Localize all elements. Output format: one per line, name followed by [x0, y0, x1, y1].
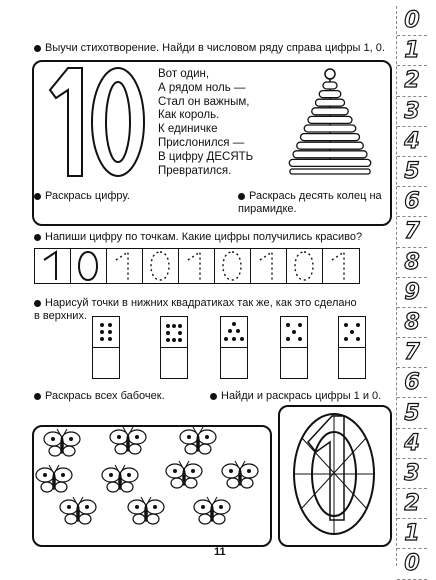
- strip-digit[interactable]: 1: [397, 519, 427, 549]
- domino-dot: [236, 329, 240, 333]
- tracing-digit-1: [116, 252, 128, 280]
- poem-line: А рядом ноль —: [158, 81, 246, 94]
- pyramid-ring: [289, 159, 371, 166]
- domino-bottom-empty[interactable]: [339, 348, 365, 378]
- butterfly: [166, 461, 202, 488]
- page-number: 11: [214, 546, 226, 558]
- pyramid-ring: [319, 91, 341, 98]
- domino-dot: [350, 330, 354, 334]
- tracing-strokes: [34, 248, 360, 286]
- domino-dot: [232, 337, 236, 341]
- butterfly: [194, 497, 230, 524]
- strip-digit[interactable]: 3: [397, 459, 427, 489]
- poem-line: В цифру ДЕСЯТЬ: [158, 150, 254, 163]
- strip-digit[interactable]: 3: [397, 97, 427, 127]
- pyramid-ring: [312, 108, 349, 115]
- butterfly: [180, 427, 216, 454]
- domino-dot: [100, 337, 104, 341]
- strip-digit[interactable]: 6: [397, 187, 427, 217]
- tracing-digit-1: [332, 252, 344, 280]
- domino-dot: [286, 323, 290, 327]
- strip-digit[interactable]: 5: [397, 157, 427, 187]
- domino-dot: [166, 331, 170, 335]
- domino: [280, 316, 308, 379]
- domino-dot: [292, 330, 296, 334]
- strip-digit[interactable]: 5: [397, 398, 427, 428]
- domino-dot: [228, 329, 232, 333]
- domino-dot: [108, 330, 112, 334]
- butterfly: [102, 465, 138, 492]
- poem: [158, 68, 288, 178]
- strip-digit[interactable]: 0: [397, 6, 427, 36]
- strip-digit[interactable]: 6: [397, 368, 427, 398]
- task2-instruction: Напиши цифру по точкам. Какие цифры получились красиво?: [34, 231, 394, 244]
- domino-top: [281, 317, 307, 348]
- tracing-digit-0: [295, 252, 313, 280]
- butterfly: [128, 497, 164, 524]
- domino-dot: [224, 337, 228, 341]
- domino-dot: [356, 323, 360, 327]
- pyramid-toy[interactable]: [284, 66, 376, 176]
- domino-dot: [108, 323, 112, 327]
- domino-dot: [240, 337, 244, 341]
- pyramid-ring: [293, 151, 367, 158]
- butterfly: [110, 427, 146, 454]
- strip-digit[interactable]: 2: [397, 66, 427, 96]
- strip-digit[interactable]: 7: [397, 217, 427, 247]
- pyramid-top: [325, 69, 335, 79]
- task3-instruction: Нарисуй точки в нижних квадратиках так же, как это сделано в верхних.: [34, 297, 364, 323]
- hidden-digits-figure[interactable]: [282, 408, 386, 545]
- tracing-digit-0: [151, 252, 169, 280]
- number-strip: [396, 6, 427, 577]
- domino-dot: [298, 337, 302, 341]
- butterfly: [222, 461, 258, 488]
- strip-digit[interactable]: 8: [397, 248, 427, 278]
- domino-dot: [298, 323, 302, 327]
- task1-instruction: Выучи стихотворение. Найди в числовом ряду справа цифры 1, 0.: [34, 42, 394, 55]
- tracing-digit-0: [223, 252, 241, 280]
- strip-digit[interactable]: 0: [397, 549, 427, 579]
- domino-dot: [166, 324, 170, 328]
- domino-dot: [344, 337, 348, 341]
- color-rings-instruction: Раскрась десять колец на пирамидке.: [238, 190, 388, 216]
- pyramid-ring: [308, 116, 352, 123]
- domino-dot: [172, 338, 176, 342]
- domino: [92, 316, 120, 379]
- butterfly: [44, 429, 80, 456]
- strip-digit[interactable]: 2: [397, 489, 427, 519]
- strip-digit[interactable]: 8: [397, 308, 427, 338]
- strip-digit[interactable]: 4: [397, 127, 427, 157]
- big-ten-outline[interactable]: [38, 62, 148, 182]
- domino-bottom-empty[interactable]: [281, 348, 307, 378]
- domino-dot: [178, 338, 182, 342]
- poem-line: Прислонился —: [158, 136, 245, 149]
- task4-instruction: Раскрась всех бабочек.: [34, 390, 194, 403]
- domino: [220, 316, 248, 379]
- strip-digit[interactable]: 7: [397, 338, 427, 368]
- strip-digit[interactable]: 1: [397, 36, 427, 66]
- tracing-digit-1: [188, 252, 200, 280]
- domino: [338, 316, 366, 379]
- domino-dot: [100, 330, 104, 334]
- pyramid-ring: [323, 82, 337, 89]
- poem-line: Вот один,: [158, 68, 210, 80]
- strip-digit[interactable]: 9: [397, 278, 427, 308]
- butterflies[interactable]: [34, 427, 266, 541]
- tracing-digit-0: [79, 252, 97, 280]
- strip-digit[interactable]: 4: [397, 429, 427, 459]
- pyramid-ring: [297, 142, 364, 149]
- domino-dot: [344, 323, 348, 327]
- domino-dot: [172, 324, 176, 328]
- domino-top: [221, 317, 247, 348]
- domino: [160, 316, 188, 379]
- domino-bottom-empty[interactable]: [221, 348, 247, 378]
- butterfly: [36, 465, 72, 492]
- domino-dot: [178, 331, 182, 335]
- domino-dot: [100, 323, 104, 327]
- domino-top: [339, 317, 365, 348]
- pyramid-ring: [304, 125, 356, 132]
- domino-dot: [232, 322, 236, 326]
- domino-dot: [286, 337, 290, 341]
- tracing-digit-1: [44, 252, 56, 280]
- pyramid-ring: [301, 134, 360, 141]
- task5-instruction: Найди и раскрась цифры 1 и 0.: [210, 390, 390, 403]
- domino-top: [93, 317, 119, 348]
- domino-dot: [178, 324, 182, 328]
- poem-line: Стал он важным,: [158, 95, 250, 108]
- domino-dot: [166, 338, 170, 342]
- poem-line: К единичке: [158, 123, 218, 136]
- domino-bottom-empty[interactable]: [161, 348, 187, 378]
- domino-dot: [108, 337, 112, 341]
- poem-line: Превратился.: [158, 164, 232, 177]
- tracing-digit-1: [260, 252, 272, 280]
- domino-top: [161, 317, 187, 348]
- pyramid-ring: [316, 99, 345, 106]
- domino-bottom-empty[interactable]: [93, 348, 119, 378]
- butterfly: [60, 497, 96, 524]
- color-digit-instruction: Раскрась цифру.: [34, 190, 174, 203]
- domino-dot: [356, 337, 360, 341]
- poem-line: Как король.: [158, 109, 220, 122]
- pyramid-base: [290, 169, 370, 174]
